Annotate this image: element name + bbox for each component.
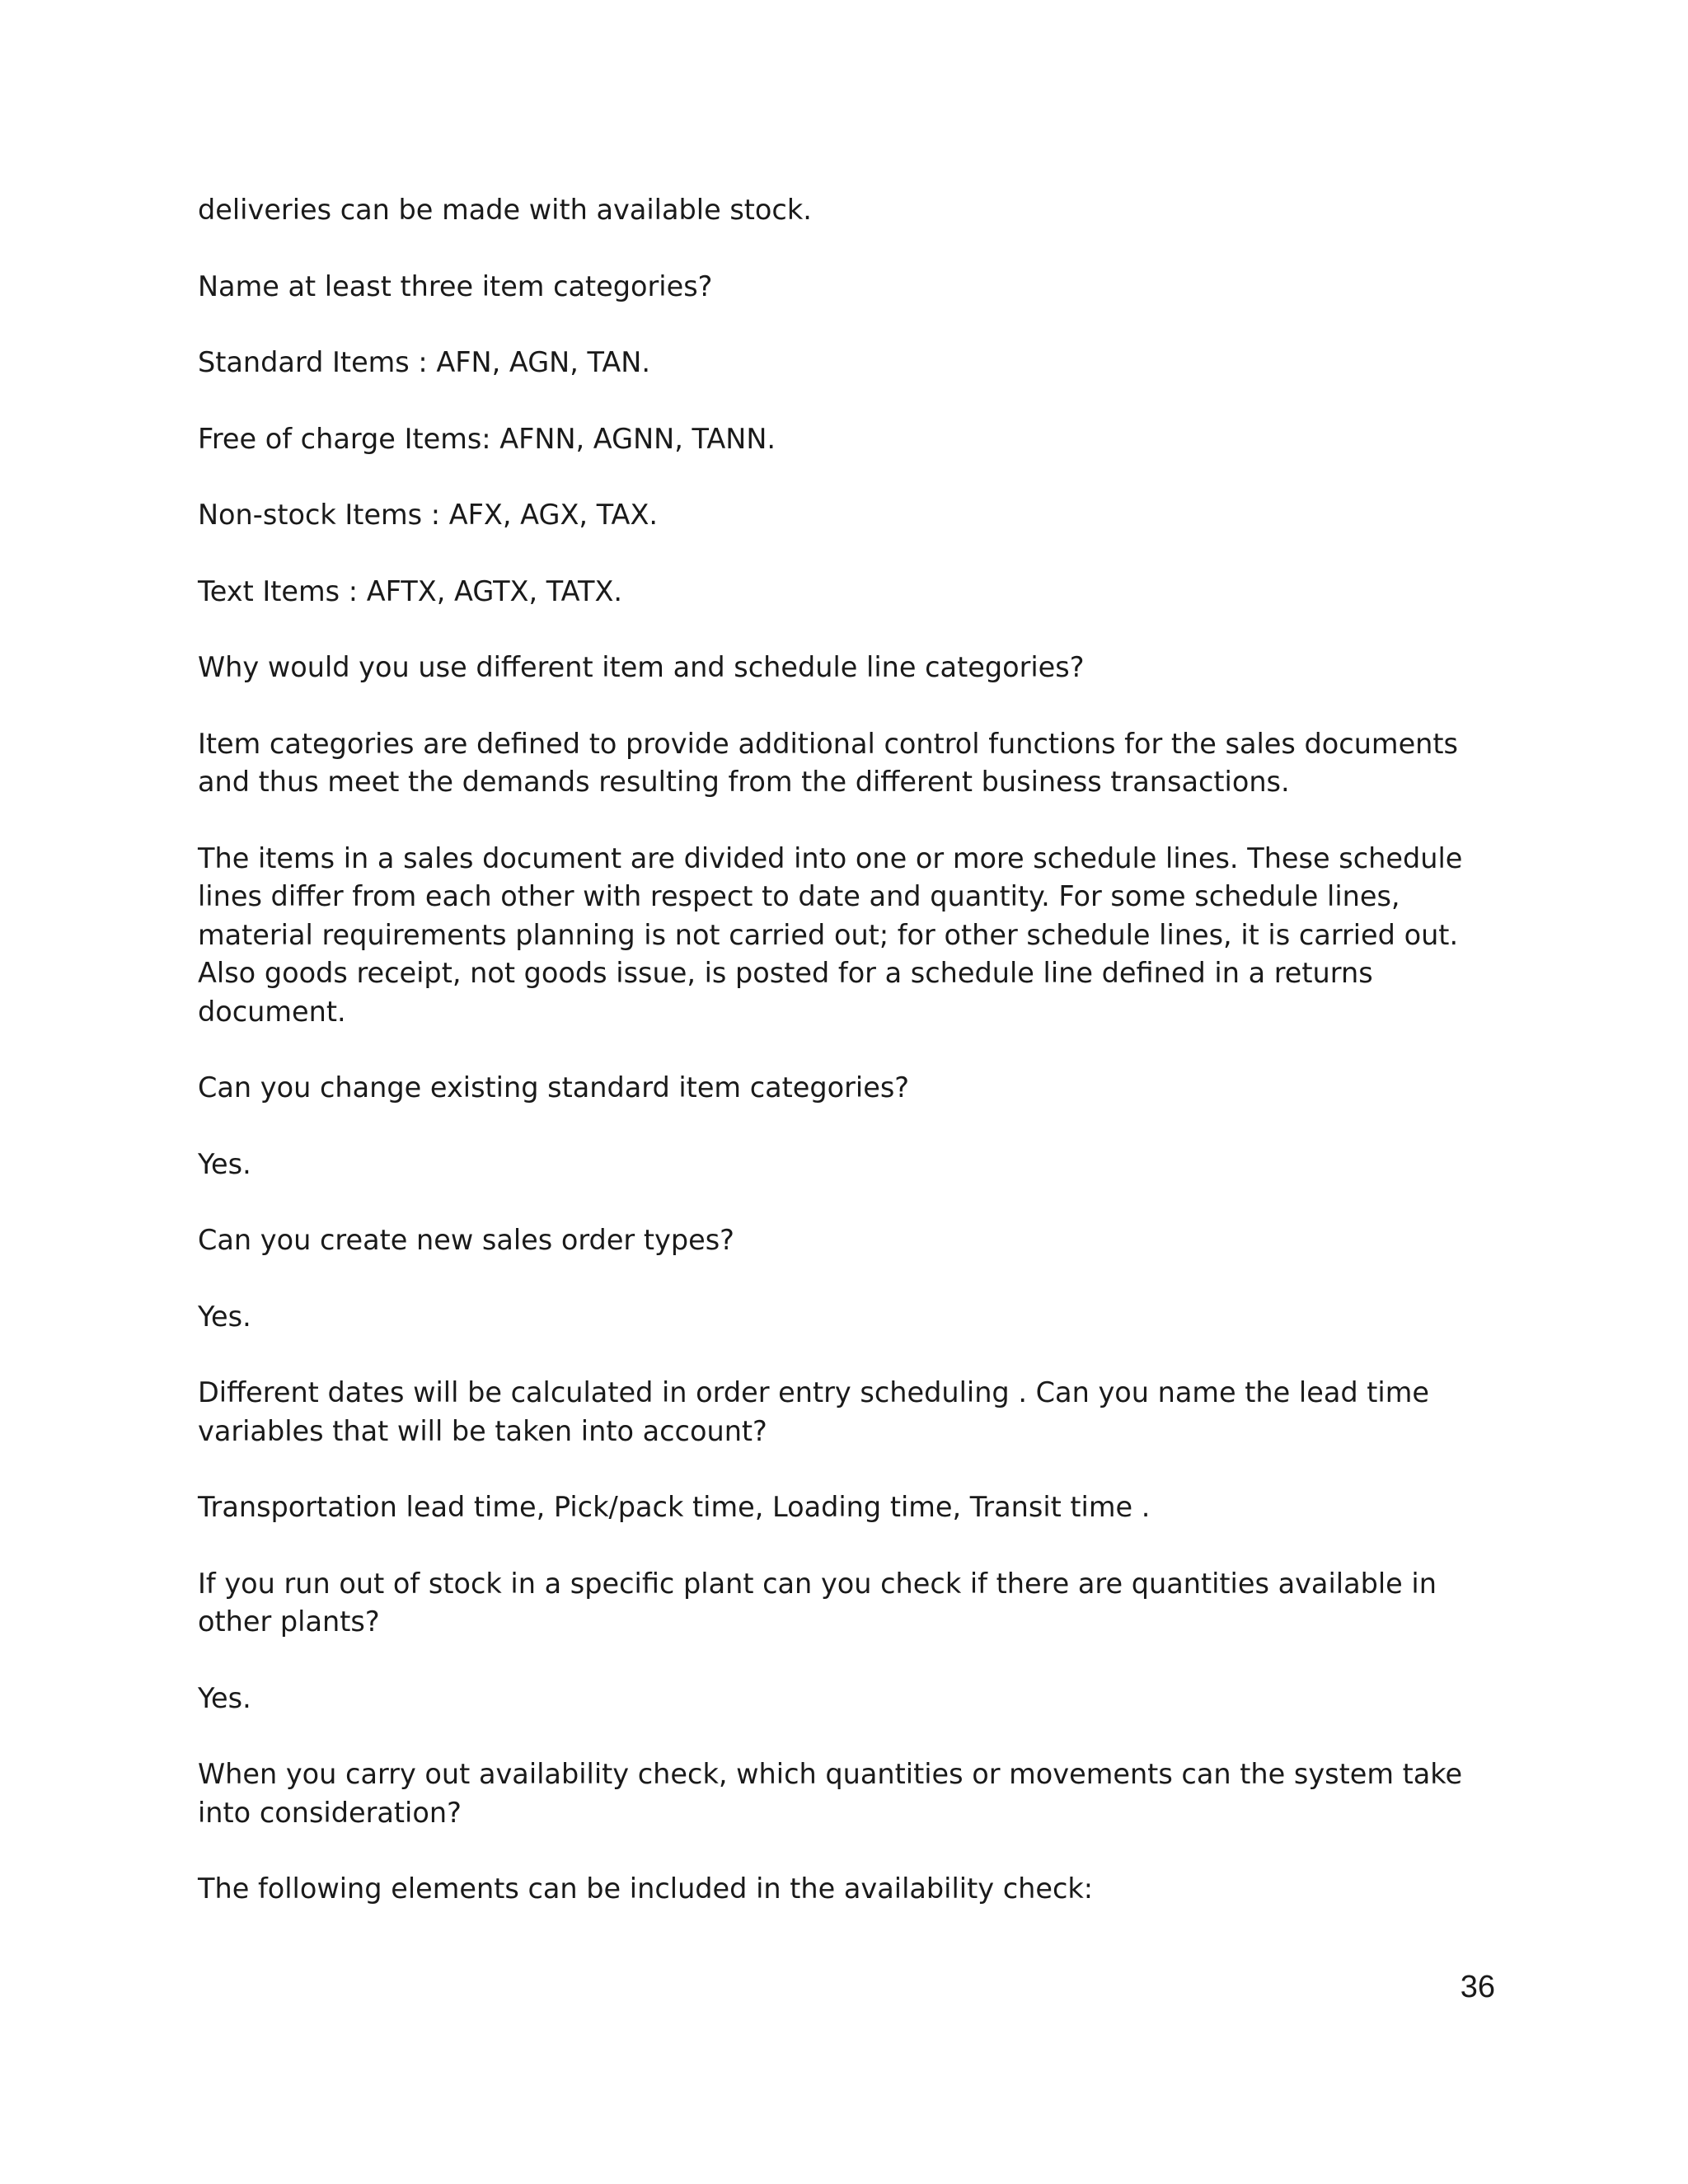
- paragraph: [198, 1680, 1488, 1718]
- text-line: Transportation lead time, Pick/pack time, Loading time, Transit time .: [198, 1491, 1151, 1523]
- text-line: deliveries can be made with available stock.: [198, 194, 812, 226]
- text-line: Text Items : AFTX, AGTX, TATX.: [198, 574, 623, 607]
- text-line: Free of charge Items: AFNN, AGNN, TANN.: [198, 422, 776, 455]
- paragraph: [198, 1069, 1488, 1108]
- paragraph: [198, 840, 1488, 1032]
- paragraph: [198, 420, 1488, 459]
- paragraph: [198, 1221, 1488, 1260]
- page-body: [198, 191, 1488, 1947]
- text-line: into consideration?: [198, 1796, 462, 1829]
- text-line: Can you create new sales order types?: [198, 1224, 734, 1256]
- paragraph: [198, 268, 1488, 307]
- text-line: Yes.: [198, 1681, 251, 1714]
- page-number: 36: [1460, 1970, 1495, 2004]
- paragraph: [198, 1870, 1488, 1909]
- text-line: Yes.: [198, 1147, 251, 1180]
- text-line: variables that will be taken into account?: [198, 1414, 767, 1447]
- text-line: Different dates will be calculated in order entry scheduling . Can you name the lead time: [198, 1376, 1429, 1408]
- text-line: Non-stock Items : AFX, AGX, TAX.: [198, 499, 659, 531]
- text-line: The following elements can be included in the availability check:: [198, 1872, 1094, 1905]
- paragraph: [198, 725, 1488, 802]
- text-line: Why would you use different item and schedule line categories?: [198, 651, 1085, 683]
- paragraph: [198, 191, 1488, 230]
- text-line: Can you change existing standard item categories?: [198, 1071, 910, 1104]
- text-line: Yes.: [198, 1300, 251, 1333]
- text-line: The items in a sales document are divided into one or more schedule lines. These schedule: [198, 841, 1463, 874]
- text-line: other plants?: [198, 1605, 380, 1638]
- text-line: Item categories are defined to provide additional control functions for the sales documents: [198, 727, 1458, 760]
- paragraph: [198, 1146, 1488, 1184]
- paragraph: [198, 1565, 1488, 1642]
- text-line: document.: [198, 995, 346, 1028]
- text-line: If you run out of stock in a specific plant can you check if there are quantities available in: [198, 1567, 1437, 1600]
- text-line: Standard Items : AFN, AGN, TAN.: [198, 346, 651, 378]
- text-line: When you carry out availability check, which quantities or movements can the system take: [198, 1758, 1463, 1790]
- text-line: Also goods receipt, not goods issue, is posted for a schedule line defined in a returns: [198, 957, 1373, 989]
- paragraph: [198, 649, 1488, 687]
- paragraph: [198, 1755, 1488, 1832]
- paragraph: [198, 1488, 1488, 1527]
- text-line: and thus meet the demands resulting from the different business transactions.: [198, 766, 1290, 798]
- paragraph: [198, 344, 1488, 382]
- paragraph: [198, 496, 1488, 535]
- paragraph: [198, 1374, 1488, 1451]
- paragraph: [198, 1298, 1488, 1337]
- text-line: material requirements planning is not carried out; for other schedule lines, it is carried out.: [198, 918, 1459, 951]
- paragraph: [198, 573, 1488, 612]
- text-line: lines differ from each other with respect to date and quantity. For some schedule lines,: [198, 880, 1400, 912]
- text-line: Name at least three item categories?: [198, 269, 713, 302]
